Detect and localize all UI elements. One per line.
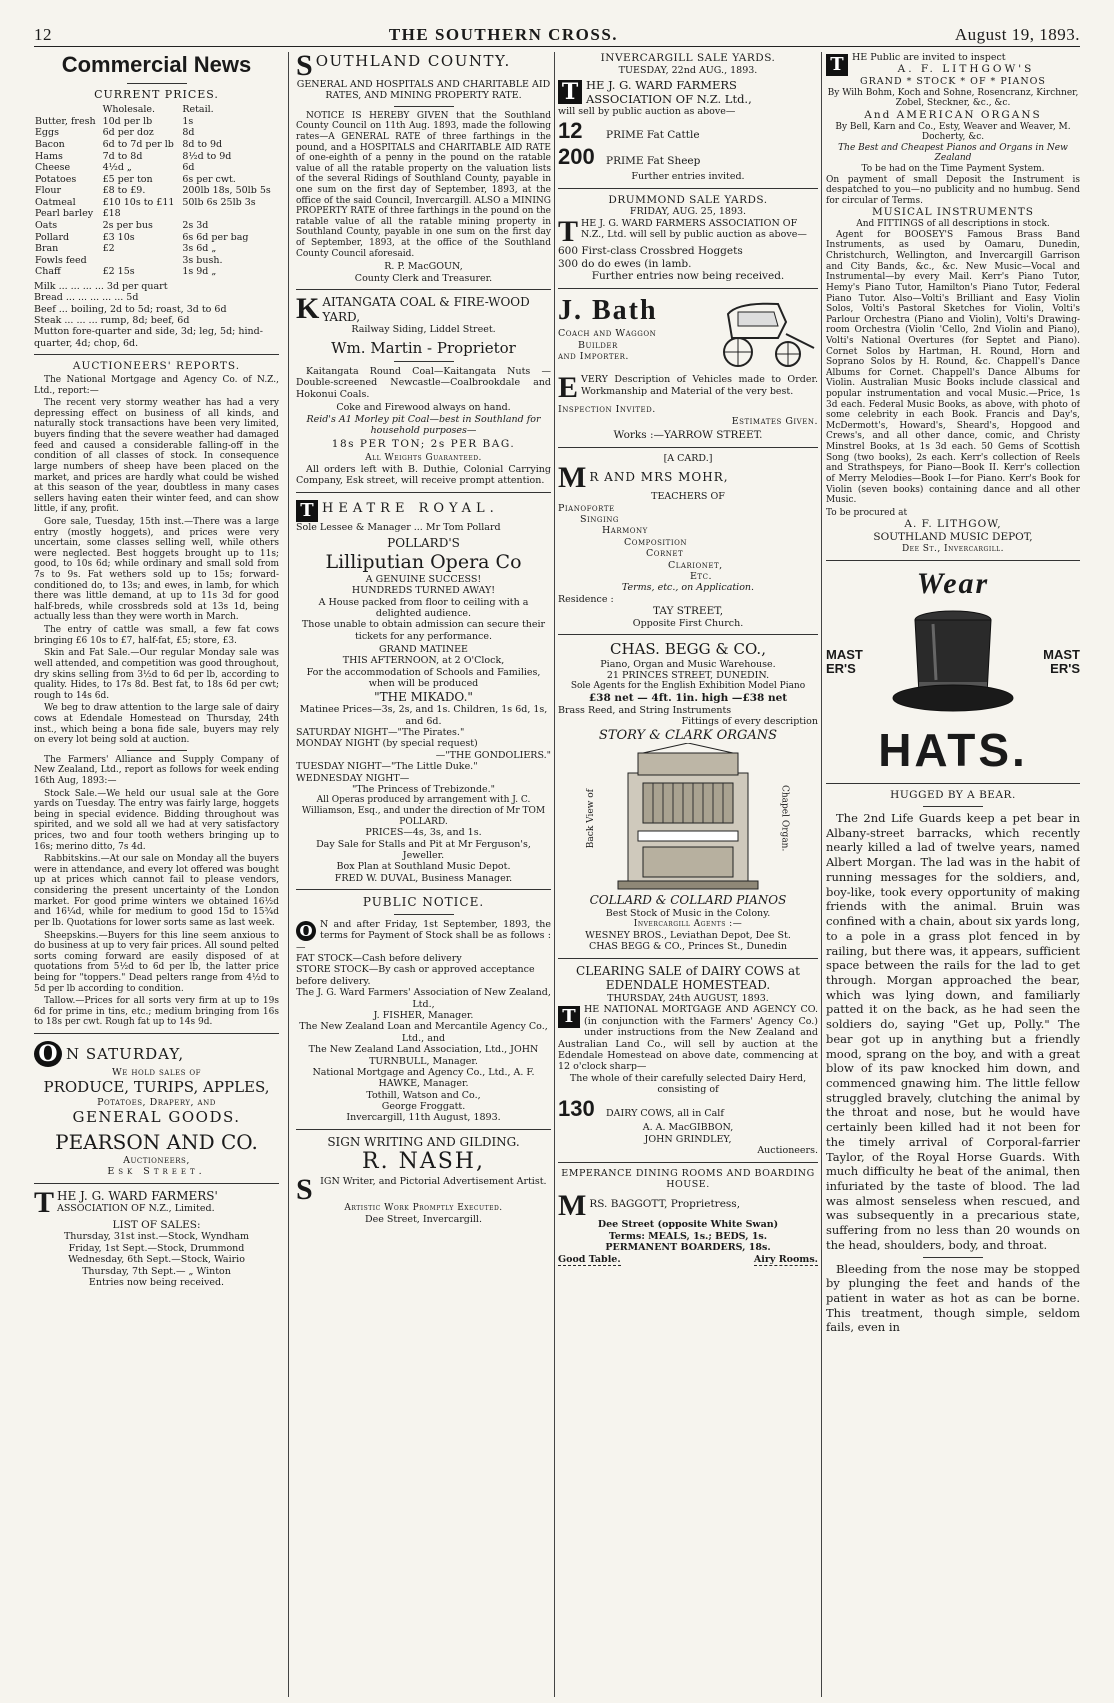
wholesale-header: Wholesale. — [102, 104, 156, 116]
signer-line: George Froggatt. — [381, 1101, 466, 1113]
ward-ad: T HE J. G. WARD FARMERS' ASSOCIATION OF N.Z., Limited. LIST OF SALES: Thursday, 31st inst.—Stock, Wyndham Friday, 1st Sept.—Stock, Drummond Wednesday, 6th Sept.—Stock, Wairio Thursday, 7th Sept.— „ Winton Entries now being received. — [34, 1189, 279, 1289]
report-paragraph: The recent very stormy weather has had a very depressing effect on business of all kinds, and naturally stock transactions have been very limited, buyers finding that the severe weather had damaged feed and caused a considerable falling-off in the condition of all classes of stock. In consequence large numbers of sheep have been placed on the market, and prices are hardly what could be wished at this season of the year, doubtless in many cases sellers having eaten their winter feed, and can show little, if any, profit. — [34, 398, 279, 515]
auction-title: AUCTIONEERS' REPORTS. — [72, 360, 241, 373]
price-row — [34, 266, 279, 278]
lithgow-pianos-ad: T HE Public are invited to inspect A. F. LITHGOW'S GRAND * STOCK * OF * PIANOS By Wilh Bohm, Koch and Sohne, Rosencranz, Kirchner, Zobel, Steckner, &c., &c. And AMERICAN ORGANS By Bell, Karn and Co., Esty, Weaver and Weaver, M. Docherty, &c. The Best and Cheapest Pianos and Organs in New Zealand To be had on the Time Payment System. On payment of small Deposit the Instrument is despatched to you—no publicity and no humbug. Send for circular of Terms. MUSICAL INSTRUMENTS And FITTINGS of all descriptions in stock. Agent for BOOSEY'S Famous Brass Band Instruments, as used by Oamaru, Dunedin, Christchurch, Wellington, and Invercargill Garrison and City Bands, &c., &c. New Music—Vocal and Instrumental—by every Mail. Kerr's Piano Tutor, Hemy's Piano Tutor, Hamilton's Piano Tutor, Federal Piano Tutor. Also—Volti's Brilliant and Easy Violin Solos, Volti's Pastoral Sketches for Violin, Volti's Parlour Orchestra (Piano and Violin), Volti's Drawing-room Orchestra (Violin 'Cello, 2nd Violin and Piano), Volti's National Overtures (for Septet and Piano). Cornet Solos by Hartman, H. Round, Horn and Soprano Solos by H. Round, &c. Chappell's Dance Albums for Cornet. Chappell's Dance Albums for Violin. Australian Music Books include classical and popular instrumentation and vocal Music.—Price, 1s 3d each. Federal Music Books, as above, with photo of some celebrity in each Book. Francis and Day's, McDermott's, Howard's, Sheard's, Hopgood and Crews's, and all other dance, comic, and Christy Minstrel Books, at 1s 3d each. 50 Gems of Scottish Song (two books), 2s each. Kerr's collection of Reels and Strathspeys, for Piano—Book II. Kerr's collection of Merry Melodies—Book I—for Piano. Kerr's Book for Violin (seven books) containing dance and all other Music. To be procured at A. F. LITHGOW, SOUTHLAND MUSIC DEPOT, Dee St., Invercargill. — [826, 52, 1080, 554]
masters-right: MASTER'S — [1043, 646, 1080, 677]
signer-line: National Mortgage and Agency Co., Ltd., A. F. HAWKE, Manager. — [312, 1066, 535, 1090]
price-item: Oatmeal — [35, 196, 76, 208]
commercial-news-heading: Commercial News — [61, 52, 252, 77]
subject-item: Singing — [580, 513, 619, 525]
report-paragraph: Gore sale, Tuesday, 15th inst.—There was a large entry (mostly hoggets), and prices were very uncertain, some classes selling well, while others were neglected. Best hoggets brought up to 11s; good, to 10s 6d; while ordinary and small sold from 7s to 9s. Fat wethers sold up to 15s; forward-conditioned do, to 13s; and ewes, in lamb, for which there was little demand, at up to 11s 3d for good half-breds, while crossbreds sold at 13s 1d, being actually less than they were worth in March. — [34, 516, 279, 623]
retail-line: Bread ... ... ... ... ... 5d — [34, 292, 139, 304]
retail-line: Mutton fore-quarter and side, 3d; leg, 5d; hind-quarter, 4d; chop, 6d. — [34, 326, 263, 349]
subject-item: Composition — [624, 536, 687, 548]
retail-header: Retail. — [182, 104, 214, 116]
price-retail: 3s 6d „ — [182, 243, 217, 255]
sale-entry: Thursday, 7th Sept.— „ Winton — [82, 1265, 231, 1277]
price-wholesale: £18 — [102, 208, 121, 220]
article-headline: HUGGED BY A BEAR. — [890, 789, 1016, 802]
price-row — [34, 220, 279, 232]
subject-item: Harmony — [602, 525, 648, 537]
price-item: Flour — [35, 185, 62, 197]
price-retail: 3s bush. — [182, 254, 223, 266]
subject-item: Pianoforte — [558, 502, 615, 514]
drop-cap-o: O — [34, 1041, 62, 1067]
report-paragraph: The entry of cattle was small, a few fat cows bringing £6 10s to £7, half-fat, £5; store, £3. — [34, 625, 279, 646]
mortgage-report — [34, 375, 279, 746]
sale-entry: Thursday, 31st inst.—Stock, Wyndham — [63, 1231, 250, 1243]
carriage-illustration — [708, 294, 818, 372]
price-wholesale: 6d to 7d per lb — [102, 138, 174, 150]
price-wholesale: 6d per doz — [102, 127, 154, 139]
price-retail: 2s 3d — [182, 220, 209, 232]
sale-entry: Wednesday, 6th Sept.—Stock, Wairio — [68, 1254, 245, 1266]
column-2 — [296, 52, 551, 1697]
price-row — [34, 116, 279, 128]
price-retail: 6s 6d per bag — [182, 231, 249, 243]
price-row — [34, 243, 279, 255]
lilliputian-opera: Lilliputian Opera Co — [325, 550, 522, 573]
column-4 — [826, 52, 1080, 1697]
price-item: Butter, fresh — [35, 115, 96, 127]
price-wholesale: 2s per bus — [102, 220, 153, 232]
notice-signers — [296, 987, 551, 1124]
mohr-teachers-card: [A CARD.] M R AND MRS MOHR, TEACHERS OF Pianoforte Singing Harmony Composition Cornet Clarionet, Etc. Terms, etc., on Application. Residence : TAY STREET, Opposite First Church. — [558, 453, 818, 629]
column-rule — [288, 52, 289, 1697]
price-item: Hams — [35, 150, 63, 162]
bath-name: J. Bath — [558, 295, 658, 327]
masters-hats-ad — [826, 566, 1080, 779]
price-wholesale: 10d per lb — [102, 115, 153, 127]
price-row — [34, 139, 279, 151]
column-rule — [821, 52, 822, 1697]
retail-meat-list — [34, 281, 279, 349]
price-wholesale — [102, 255, 182, 267]
report-paragraph: Sheepskins.—Buyers for this line seem anxious to do business at up to very fair prices. All sound pelted sorts coming forward are easily disposed of at quotations from 5½d to 6d per lb, the latter price being for "toppers." Dead pelters range from 4½d to 5d per lb according to condition. — [34, 930, 279, 994]
price-retail: 8d to 9d — [182, 138, 223, 150]
price-wholesale: £2 15s — [102, 266, 135, 278]
price-row — [34, 232, 279, 244]
public-notice: PUBLIC NOTICE. O N and after Friday, 1st September, 1893, the terms for Payment of Stock shall be as follows :— FAT STOCK—Cash before delivery STORE STOCK—By cash or approved acceptance before delivery. The J. G. Ward Farmers' Association of New Zealand, Ltd., J. FISHER, Manager. The New Zealand Loan and Mercantile Agency Co., Ltd., and The New Zealand Land Association, Ltd., JOHN TURNBULL, Manager. National Mortgage and Agency Co., Ltd., A. F. HAWKE, Manager. Tothill, Watson and Co., George Froggatt. Invercargill, 11th August, 1893. — [296, 895, 551, 1124]
southland-county-notice: S OUTHLAND COUNTY. GENERAL AND HOSPITALS AND CHARITABLE AID RATES, AND MINING PROPERTY RATE. NOTICE IS HEREBY GIVEN that the Southland County Council on 11th Aug. 1893, made the following rates—A GENERAL RATE of three farthings in the pound, and a HOSPITALS and CHARITABLE AID RATE of one-eighth of a penny in the pound on the ratable value of all the ratable property on the valuation lists of the several Ridings of Southland County, payable in one sum on the first day of September, 1893, at the office of the said Council, Invercargill. ALSO a MINING PROPERTY RATE of three farthings in the pound on the ratable value of all the ratable mining property in Southland County, payable in one sum on the first day of September, 1893, at the office of the Southland County Council aforesaid. R. P. MacGOUN, County Clerk and Treasurer. — [296, 52, 551, 284]
report-paragraph: Skin and Fat Sale.—Our regular Monday sale was well attended, and competition was good throughout, dry skins selling from 3½d to 6d per lb, according to quality. Hides, to 17s 8d. Best fat, to 18s 6d per cwt; rough to 14s 6d. — [34, 648, 279, 701]
report-paragraph: We beg to draw attention to the large sale of dairy cows at Edendale Homestead on Thursday, 24th inst., which being a bona fide sale, buyers may rely on every lot being sold at auction. — [34, 703, 279, 746]
price-retail: 6s per cwt. — [182, 173, 236, 185]
price-wholesale: £10 10s to £11 — [102, 196, 175, 208]
price-row — [34, 127, 279, 139]
begg-music-ad: CHAS. BEGG & CO., Piano, Organ and Music Warehouse. 21 PRINCES STREET, DUNEDIN. Sole Agents for the English Exhibition Model Piano £38 net — 4ft. 1in. high —£38 net Brass Reed, and String Instruments Fittings of every description STORY & CLARK ORGANS Back View of Chapel Organ. COLLARD & COLLARD PIANOS Best Stock of Music in the Colony. Invercargill Agents :— WESNEY BROS., Leviathan Depot, Dee St. CHAS BEGG & CO., Princes St., Dunedin — [558, 640, 818, 953]
price-retail: 8d — [182, 127, 195, 139]
price-wholesale: £5 per ton — [102, 173, 153, 185]
price-retail: 8½d to 9d — [182, 150, 232, 162]
newspaper-title: THE SOUTHERN CROSS. — [388, 25, 619, 45]
masthead — [34, 24, 1080, 47]
price-retail: 50lb 6s 25lb 3s — [182, 196, 256, 208]
masters-left: MASTER'S — [826, 646, 863, 677]
price-row — [34, 162, 279, 174]
price-row — [34, 255, 279, 267]
retail-line: Milk ... ... ... ... 3d per quart — [34, 280, 168, 292]
pearson-ad: O N SATURDAY, We hold sales of PRODUCE, TURIPS, APPLES, Potatoes, Drapery, and GENERAL GOODS. PEARSON AND CO. Auctioneers, Esk Street. — [34, 1039, 279, 1178]
price-item: Potatoes — [35, 173, 77, 185]
sale-entry: Entries now being received. — [88, 1276, 225, 1288]
prices-table — [34, 104, 279, 278]
mohr-subjects — [558, 503, 818, 583]
sale-entry: Friday, 1st Sept.—Stock, Drummond — [68, 1242, 245, 1254]
column-3 — [558, 52, 818, 1697]
price-retail: 1s 9d „ — [182, 266, 217, 278]
invercargill-sale-ad: INVERCARGILL SALE YARDS. TUESDAY, 22nd AUG., 1893. T HE J. G. WARD FARMERS ASSOCIATION OF N.Z. Ltd., will sell by public auction as above— 12 PRIME Fat Cattle 200 PRIME Fat Sheep Further entries invited. — [558, 52, 776, 183]
hats-heading: HATS. — [878, 724, 1028, 777]
theatre-royal-ad: T HEATRE ROYAL. Sole Lessee & Manager ... Mr Tom Pollard POLLARD'S Lilliputian Opera Co A GENUINE SUCCESS! HUNDREDS TURNED AWAY! A House packed from floor to ceiling with a delighted audience. Those unable to obtain admission can secure their tickets for any performance. GRAND MATINEE THIS AFTERNOON, at 2 O'Clock, For the accommodation of Schools and Families, when will be produced "THE MIKADO." Matinee Prices—3s, 2s, and 1s. Children, 1s 6d, 1s, and 6d. SATURDAY NIGHT—"The Pirates." MONDAY NIGHT (by special request) —"THE GONDOLIERS." TUESDAY NIGHT—"The Little Duke." WEDNESDAY NIGHT— "The Princess of Trebizonde." All Operas produced by arrangement with J. C. Williamson, Esq., and under the direction of Mr TOM POLLARD. PRICES—4s, 3s, and 1s. Day Sale for Stalls and Pit at Mr Ferguson's, Jeweller. Box Plan at Southland Music Depot. FRED W. DUVAL, Business Manager. — [296, 499, 551, 884]
subject-item: Clarionet, — [668, 559, 723, 571]
clearing-sale-ad: CLEARING SALE of DAIRY COWS at EDENDALE HOMESTEAD. THURSDAY, 24th AUGUST, 1893. T HE NATIONAL MORTGAGE AND AGENCY CO. (in conjunction with the Farmers' Agency Co.) under instructions from the New Zealand and Australian Land Co., will sell by auction at the Edendale Homestead on above date, commencing at 12 o'clock sharp— The whole of their carefully selected Dairy Herd, consisting of 130 DAIRY COWS, all in Calf A. A. MacGIBBON, JOHN GRINDLEY, Auctioneers. — [558, 963, 818, 1157]
column-1 — [34, 52, 279, 1697]
retail-line: Steak ... ... ... rump, 8d; beef, 6d — [34, 315, 190, 327]
top-hat-illustration — [888, 602, 1018, 722]
prices-title: CURRENT PRICES. — [94, 87, 219, 101]
issue-date: August 19, 1893. — [954, 25, 1080, 45]
price-wholesale: £2 — [102, 243, 115, 255]
subject-item: Etc. — [690, 570, 712, 582]
price-row — [34, 197, 279, 209]
column-rule — [554, 52, 555, 1697]
price-item: Chaff — [35, 266, 61, 278]
pearson-name: PEARSON AND CO. — [55, 1130, 258, 1155]
signer-line: J. FISHER, Manager. — [373, 1009, 474, 1021]
price-wholesale: 4½d „ — [102, 162, 132, 174]
price-item: Cheese — [35, 162, 71, 174]
report-paragraph: Tallow.—Prices for all sorts very firm at up to 19s 6d for prime in tins, etc.; medium bringing from 16s to 18s per cwt. Rough fat up to 14s 9d. — [34, 996, 279, 1028]
baggott-dining-ad: EMPERANCE DINING ROOMS AND BOARDING HOUSE. M RS. BAGGOTT, Proprietress, Dee Street (opposite White Swan) Terms: MEALS, 1s.; BEDS, 1s. PERMANENT BOARDERS, 18s. Good Table. Airy Rooms. — [558, 1167, 818, 1265]
price-wholesale: 7d to 8d — [102, 150, 143, 162]
bath-coachbuilder-ad: J. Bath Coach and Waggon Builder and Importer. E VERY Description of Vehicles made to Order. Workmanship and Material of the very best. Inspection Invited. Estimates Given. Works :—YARROW STREET. — [558, 295, 818, 442]
chapel-organ-illustration — [603, 743, 773, 893]
report-paragraph: The National Mortgage and Agency Co. of N.Z., Ltd., report:— — [34, 375, 279, 396]
farmers-alliance-report — [34, 755, 279, 1028]
price-item: Bran — [35, 243, 59, 255]
signer-line: The New Zealand Land Association, Ltd., JOHN TURNBULL, Manager. — [308, 1044, 539, 1067]
price-retail: 6d — [182, 162, 195, 174]
signer-line: Invercargill, 11th August, 1893. — [346, 1112, 501, 1124]
nash-sign-writing-ad: SIGN WRITING AND GILDING. R. NASH, S IGN Writer, and Pictorial Advertisement Artist. Artistic Work Promptly Executed. Dee Street, Invercargill. — [296, 1134, 547, 1225]
bleeding-tip: Bleeding from the nose may be stopped by plunging the feet and hands of the patient in water as hot as can be borne. This treatment, though simple, seldom fails, even in — [826, 1261, 1080, 1335]
signer-line: The J. G. Ward Farmers' Association of New Zealand, Ltd., — [296, 987, 551, 1010]
hugged-by-bear-article — [826, 789, 1080, 1335]
price-item: Bacon — [35, 138, 65, 150]
retail-line: Beef ... boiling, 2d to 5d; roast, 3d to 6d — [34, 303, 227, 315]
price-row — [34, 208, 279, 220]
price-row — [34, 151, 279, 163]
article-body: The 2nd Life Guards keep a pet bear in Albany-street barracks, which recently nearly killed a lad of twelve years, named Albert Morgan. The lad was in the habit of running messages for the soldiers, and, boy-like, took every opportunity of making friends with the animal. Bruin was confined with a chain, about six yards long, to a pole in a grass plot fenced in by railing, but there was, it appears, sufficient space between the rails for the lad to get through. Morgan approached the bear, which was lying down, and familiarly patted it on the back, as he had seen the soldiers do, saying "Get up, Polly." The bear got up in anything but a friendly mood, sprang on the boy, and with a great blow of its paw knocked him down, and commenced gnawing him. The little fellow struggled bravely, clutching the animal by the throat and nose, but he would have certainly been killed had it not been for the timely arrival of Corporal-farrier Taylor, of the Royal Horse Guards. With much difficulty he beat of the animal, then infuriated by the taste of blood. The lad was almost senseless when rescued, and was subsequently in a precarious state, suffering from no less than 20 wounds on the head, shoulders, body, and throat. — [826, 811, 1080, 1252]
subject-item: Cornet — [646, 548, 684, 560]
signer-line: Tothill, Watson and Co., — [366, 1089, 481, 1101]
ward-sales-list — [34, 1231, 279, 1288]
price-item: Eggs — [35, 127, 59, 139]
price-retail — [181, 208, 279, 220]
price-retail: 200lb 18s, 50lb 5s — [182, 185, 271, 197]
wear-heading: Wear — [916, 566, 990, 600]
begg-name: CHAS. BEGG & CO., — [610, 640, 766, 659]
drummond-sale-ad: DRUMMOND SALE YARDS. FRIDAY, AUG. 25, 1893. T HE J. G. WARD FARMERS ASSOCIATION OF N.Z., Ltd. will sell by public auction as above— 600 First-class Crossbred Hoggets 300 do do ewes (in lamb. Further entries now being received. — [558, 193, 807, 283]
report-paragraph: Rabbitskins.—At our sale on Monday all the buyers were in attendance, and every lot offered was bought up at prices which cannot fail to please vendors, considering the present uncertainty of the London market. For good prime winters we obtained 16½d and 16¼d, while for medium to good 15d to 15¾d per lb. Quotations for lower sorts same as last week. — [34, 854, 279, 928]
price-retail: 1s — [182, 115, 194, 127]
price-wholesale: £8 to £9. — [102, 185, 146, 197]
report-paragraph: The Farmers' Alliance and Supply Company of New Zealand, Ltd., report as follows for week ending 16th Aug, 1893:— — [34, 754, 279, 786]
page-number: 12 — [34, 25, 52, 45]
price-item: Pollard — [35, 231, 70, 243]
price-item: Fowls feed — [35, 254, 87, 266]
price-wholesale: £3 10s — [102, 231, 135, 243]
signer-line: The New Zealand Loan and Mercantile Agency Co., Ltd., and — [299, 1021, 548, 1044]
kaitangata-coal-ad: K AITANGATA COAL & FIRE-WOOD YARD, Railway Siding, Liddel Street. Wm. Martin - Proprietor Kaitangata Round Coal—Kaitangata Nuts —Double-screened Newcastle—Coalbrookdale and Hokonui Coals. Coke and Firewood always on hand. Reid's A1 Morley pit Coal—best in Southland for household purposes— 18s PER TON; 2s PER BAG. All Weights Guaranteed. All orders left with B. Duthie, Colonial Carrying Company, Esk street, will receive prompt attention. — [296, 295, 551, 487]
report-paragraph: Stock Sale.—We held our usual sale at the Gore yards on Tuesday. The entry was fairly large, hoggets being in special evidence. Bidding throughout was spirited, and we sold all we had at very satisfactory prices, two and four tooth wethers bringing up to 16s; merino ditto, 7s 4d. — [34, 788, 279, 852]
price-item: Oats — [35, 220, 58, 232]
price-item: Pearl barley — [35, 208, 94, 220]
price-row — [34, 185, 279, 197]
price-row — [34, 174, 279, 186]
